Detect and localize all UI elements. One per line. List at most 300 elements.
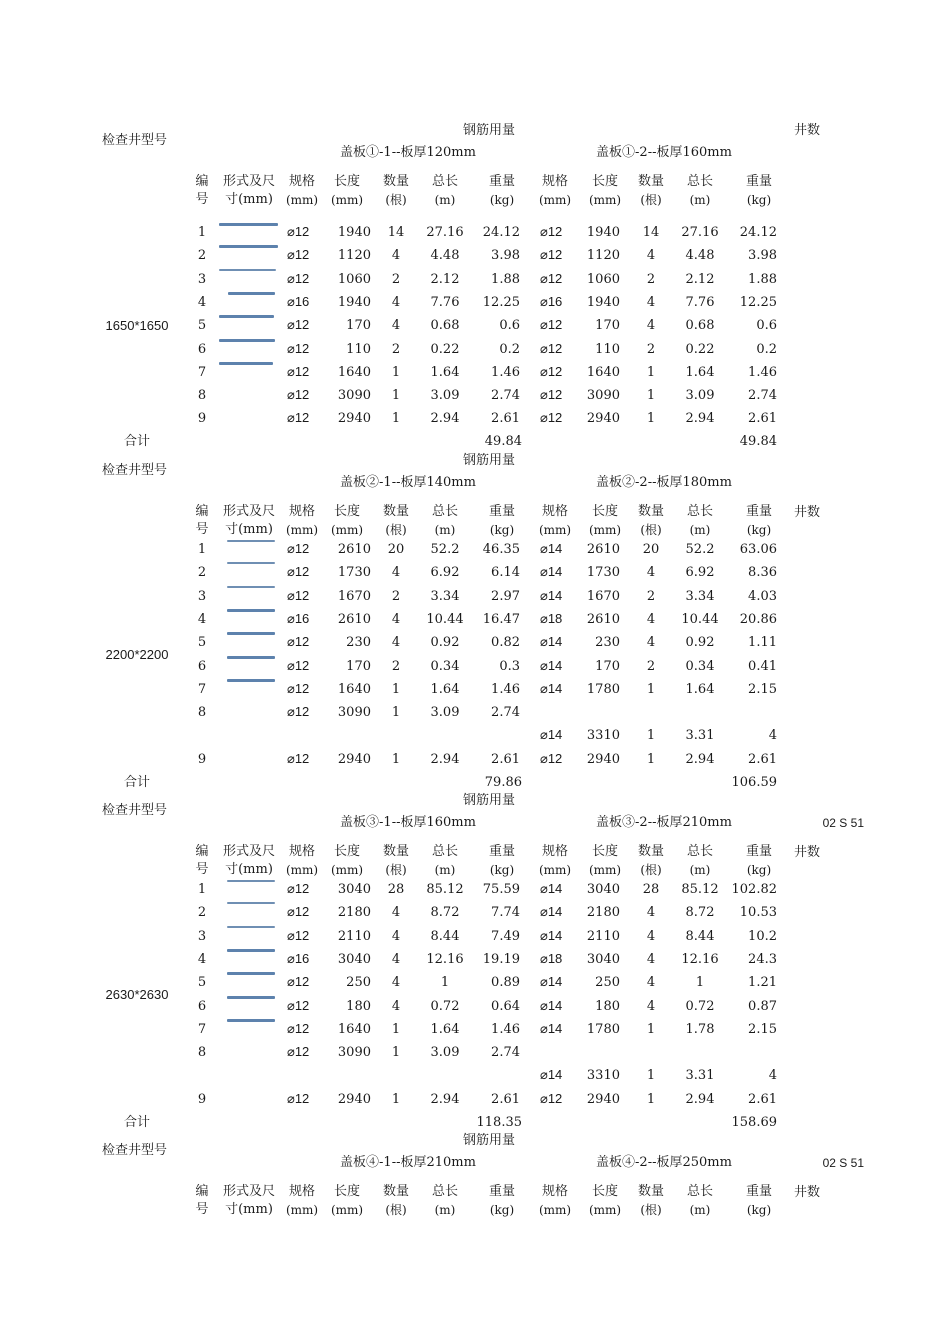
plate-2-title: 盖板③-2--板厚210mm bbox=[596, 815, 732, 830]
spec-2: ⌀14 bbox=[540, 727, 563, 742]
spec-2: ⌀14 bbox=[540, 541, 563, 556]
length-1: 170 bbox=[346, 318, 371, 333]
qty-2: 4 bbox=[646, 248, 656, 263]
length-2: 1120 bbox=[586, 248, 620, 263]
total-length-2: 3.31 bbox=[685, 728, 715, 743]
rebar-shape-line bbox=[227, 609, 275, 612]
spec-1: ⌀12 bbox=[287, 564, 310, 579]
qty-2: 1 bbox=[646, 365, 656, 380]
rebar-shape-line bbox=[227, 1019, 275, 1022]
weight-1: 0.6 bbox=[499, 318, 520, 333]
total-length-1: 2.94 bbox=[430, 1092, 460, 1107]
col-header-tot: 总长 bbox=[431, 504, 459, 519]
rebar-shape-line bbox=[227, 679, 275, 682]
weight-2: 2.15 bbox=[748, 682, 777, 697]
total-label: 合计 bbox=[123, 775, 151, 790]
well-count-label: 井数 bbox=[794, 123, 821, 138]
total-length-1: 8.72 bbox=[430, 905, 460, 920]
qty-2: 4 bbox=[646, 952, 656, 967]
col-header-len: 长度 bbox=[591, 1184, 619, 1199]
col-header-form: 寸(mm) bbox=[225, 192, 273, 207]
col-header-qty: 数量 bbox=[382, 174, 410, 189]
weight-2: 102.82 bbox=[731, 882, 777, 897]
col-header-form: 形式及尺 bbox=[222, 844, 276, 859]
total-length-2: 8.72 bbox=[685, 905, 715, 920]
total-length-1: 52.2 bbox=[430, 542, 460, 557]
total-length-2: 4.48 bbox=[685, 248, 715, 263]
total-length-1: 2.94 bbox=[430, 411, 460, 426]
length-1: 2940 bbox=[337, 1092, 371, 1107]
length-1: 2940 bbox=[337, 411, 371, 426]
weight-1: 2.74 bbox=[491, 388, 520, 403]
length-2: 2110 bbox=[586, 929, 620, 944]
weight-2: 20.86 bbox=[739, 612, 777, 627]
col-header-no: 编 bbox=[195, 174, 209, 189]
col-header-wt: (kg) bbox=[489, 863, 515, 877]
row-no: 9 bbox=[197, 752, 207, 767]
total-weight-2: 106.59 bbox=[731, 775, 777, 790]
row-no: 8 bbox=[197, 705, 207, 720]
plate-2-title: 盖板④-2--板厚250mm bbox=[596, 1155, 732, 1170]
length-1: 2610 bbox=[337, 612, 371, 627]
qty-1: 4 bbox=[391, 952, 401, 967]
length-1: 2180 bbox=[337, 905, 371, 920]
total-length-1: 3.34 bbox=[430, 589, 460, 604]
weight-2: 1.46 bbox=[748, 365, 777, 380]
spec-1: ⌀12 bbox=[287, 341, 310, 356]
rebar-usage-title: 钢筋用量 bbox=[462, 453, 516, 468]
col-header-wt: 重量 bbox=[488, 504, 516, 519]
row-no: 8 bbox=[197, 388, 207, 403]
length-1: 1640 bbox=[337, 1022, 371, 1037]
spec-1: ⌀12 bbox=[287, 1021, 310, 1036]
col-header-len: 长度 bbox=[333, 174, 361, 189]
total-length-2: 1.64 bbox=[685, 682, 715, 697]
col-header-wt: (kg) bbox=[746, 1203, 772, 1217]
total-length-2: 3.31 bbox=[685, 1068, 715, 1083]
rebar-shape-line bbox=[227, 656, 275, 659]
col-header-wt: (kg) bbox=[746, 193, 772, 207]
well-type-label: 检查井型号 bbox=[102, 1143, 168, 1158]
qty-1: 2 bbox=[391, 589, 401, 604]
row-no: 2 bbox=[197, 248, 207, 263]
qty-1: 2 bbox=[391, 659, 401, 674]
weight-1: 0.64 bbox=[491, 999, 520, 1014]
col-header-tot: 总长 bbox=[686, 174, 714, 189]
spec-1: ⌀12 bbox=[287, 998, 310, 1013]
qty-2: 1 bbox=[646, 411, 656, 426]
qty-2: 28 bbox=[642, 882, 660, 897]
length-2: 1640 bbox=[586, 365, 620, 380]
qty-2: 4 bbox=[646, 295, 656, 310]
total-length-2: 2.94 bbox=[685, 752, 715, 767]
qty-1: 20 bbox=[387, 542, 405, 557]
weight-1: 12.25 bbox=[482, 295, 520, 310]
qty-1: 1 bbox=[391, 682, 401, 697]
col-header-spec: 规格 bbox=[541, 174, 569, 189]
well-count-label: 井数 bbox=[794, 845, 821, 860]
qty-2: 4 bbox=[646, 635, 656, 650]
spec-1: ⌀12 bbox=[287, 928, 310, 943]
length-2: 3040 bbox=[586, 952, 620, 967]
col-header-wt: 重量 bbox=[745, 174, 773, 189]
spec-1: ⌀12 bbox=[287, 881, 310, 896]
total-length-2: 27.16 bbox=[681, 225, 719, 240]
rebar-shape-line bbox=[219, 315, 274, 318]
length-2: 3040 bbox=[586, 882, 620, 897]
col-header-spec: (mm) bbox=[538, 863, 572, 877]
length-2: 1060 bbox=[586, 272, 620, 287]
total-length-2: 52.2 bbox=[685, 542, 715, 557]
rebar-shape-line bbox=[227, 562, 275, 564]
qty-1: 4 bbox=[391, 999, 401, 1014]
length-2: 110 bbox=[595, 342, 620, 357]
col-header-len: 长度 bbox=[333, 1184, 361, 1199]
total-length-1: 3.09 bbox=[430, 1045, 460, 1060]
col-header-qty: (根) bbox=[640, 1203, 662, 1217]
total-length-1: 0.22 bbox=[430, 342, 460, 357]
weight-1: 1.46 bbox=[491, 1022, 520, 1037]
rebar-shape-line bbox=[227, 996, 275, 999]
col-header-spec: 规格 bbox=[288, 504, 316, 519]
qty-2: 2 bbox=[646, 342, 656, 357]
row-no: 7 bbox=[197, 365, 207, 380]
total-length-2: 0.22 bbox=[685, 342, 715, 357]
col-header-tot: 总长 bbox=[686, 504, 714, 519]
total-length-2: 8.44 bbox=[685, 929, 715, 944]
total-length-1: 1.64 bbox=[430, 682, 460, 697]
weight-1: 1.46 bbox=[491, 682, 520, 697]
length-1: 1940 bbox=[337, 225, 371, 240]
spec-2: ⌀12 bbox=[540, 317, 563, 332]
spec-2: ⌀14 bbox=[540, 1067, 563, 1082]
weight-1: 1.88 bbox=[491, 272, 520, 287]
col-header-qty: (根) bbox=[385, 1203, 407, 1217]
weight-2: 1.88 bbox=[748, 272, 777, 287]
col-header-no: 号 bbox=[195, 522, 209, 537]
col-header-qty: (根) bbox=[385, 523, 407, 537]
weight-1: 0.89 bbox=[491, 975, 520, 990]
qty-2: 2 bbox=[646, 589, 656, 604]
qty-1: 1 bbox=[391, 411, 401, 426]
col-header-no: 编 bbox=[195, 844, 209, 859]
qty-1: 4 bbox=[391, 929, 401, 944]
total-length-2: 85.12 bbox=[681, 882, 719, 897]
length-2: 2940 bbox=[586, 1092, 620, 1107]
length-1: 3040 bbox=[337, 952, 371, 967]
spec-2: ⌀12 bbox=[540, 1091, 563, 1106]
length-1: 1640 bbox=[337, 682, 371, 697]
rebar-shape-line bbox=[228, 292, 275, 295]
well-model: 2630*2630 bbox=[105, 987, 169, 1002]
spec-2: ⌀14 bbox=[540, 928, 563, 943]
col-header-tot: 总长 bbox=[431, 1184, 459, 1199]
col-header-no: 编 bbox=[195, 504, 209, 519]
qty-2: 4 bbox=[646, 999, 656, 1014]
spec-2: ⌀14 bbox=[540, 881, 563, 896]
qty-1: 28 bbox=[387, 882, 405, 897]
plate-2-title: 盖板①-2--板厚160mm bbox=[596, 145, 732, 160]
total-length-2: 2.94 bbox=[685, 411, 715, 426]
spec-2: ⌀12 bbox=[540, 247, 563, 262]
qty-2: 1 bbox=[646, 1068, 656, 1083]
qty-1: 4 bbox=[391, 612, 401, 627]
col-header-len: (mm) bbox=[588, 863, 622, 877]
rebar-shape-line bbox=[227, 586, 275, 588]
spec-2: ⌀14 bbox=[540, 904, 563, 919]
weight-1: 0.82 bbox=[491, 635, 520, 650]
total-weight-1: 49.84 bbox=[484, 434, 522, 449]
length-2: 2610 bbox=[586, 542, 620, 557]
qty-1: 2 bbox=[391, 342, 401, 357]
col-header-tot: (m) bbox=[434, 193, 456, 207]
length-2: 250 bbox=[595, 975, 620, 990]
total-length-1: 0.72 bbox=[430, 999, 460, 1014]
row-no: 6 bbox=[197, 999, 207, 1014]
weight-2: 24.3 bbox=[748, 952, 777, 967]
weight-2: 2.61 bbox=[748, 752, 777, 767]
qty-1: 4 bbox=[391, 975, 401, 990]
weight-2: 63.06 bbox=[739, 542, 777, 557]
length-2: 3090 bbox=[586, 388, 620, 403]
qty-2: 4 bbox=[646, 318, 656, 333]
spec-2: ⌀16 bbox=[540, 294, 563, 309]
col-header-len: (mm) bbox=[330, 863, 364, 877]
col-header-tot: 总长 bbox=[686, 1184, 714, 1199]
col-header-wt: (kg) bbox=[746, 863, 772, 877]
total-length-2: 0.92 bbox=[685, 635, 715, 650]
col-header-wt: 重量 bbox=[488, 1184, 516, 1199]
row-no: 2 bbox=[197, 905, 207, 920]
qty-2: 1 bbox=[646, 1092, 656, 1107]
col-header-qty: (根) bbox=[640, 523, 662, 537]
total-weight-1: 118.35 bbox=[476, 1115, 522, 1130]
well-model: 1650*1650 bbox=[105, 318, 169, 333]
qty-2: 20 bbox=[642, 542, 660, 557]
row-no: 3 bbox=[197, 589, 207, 604]
col-header-qty: 数量 bbox=[382, 504, 410, 519]
rebar-shape-line bbox=[227, 540, 275, 542]
col-header-len: 长度 bbox=[591, 174, 619, 189]
total-label: 合计 bbox=[123, 1115, 151, 1130]
qty-2: 2 bbox=[646, 272, 656, 287]
row-no: 5 bbox=[197, 635, 207, 650]
spec-2: ⌀12 bbox=[540, 224, 563, 239]
length-2: 3310 bbox=[586, 1068, 620, 1083]
weight-2: 12.25 bbox=[739, 295, 777, 310]
spec-2: ⌀12 bbox=[540, 341, 563, 356]
row-no: 7 bbox=[197, 682, 207, 697]
col-header-tot: 总长 bbox=[431, 844, 459, 859]
rebar-shape-line bbox=[227, 880, 275, 882]
spec-2: ⌀14 bbox=[540, 588, 563, 603]
total-length-1: 0.92 bbox=[430, 635, 460, 650]
rebar-shape-line bbox=[227, 902, 275, 904]
col-header-len: (mm) bbox=[588, 1203, 622, 1217]
col-header-wt: 重量 bbox=[745, 1184, 773, 1199]
weight-1: 24.12 bbox=[482, 225, 520, 240]
total-weight-2: 49.84 bbox=[739, 434, 777, 449]
col-header-len: (mm) bbox=[330, 193, 364, 207]
row-no: 4 bbox=[197, 952, 207, 967]
qty-2: 1 bbox=[646, 682, 656, 697]
spec-2: ⌀14 bbox=[540, 564, 563, 579]
rebar-shape-line bbox=[219, 245, 278, 248]
weight-1: 16.47 bbox=[482, 612, 520, 627]
spec-2: ⌀14 bbox=[540, 658, 563, 673]
col-header-wt: (kg) bbox=[746, 523, 772, 537]
total-length-1: 0.34 bbox=[430, 659, 460, 674]
spec-2: ⌀18 bbox=[540, 611, 563, 626]
length-2: 180 bbox=[595, 999, 620, 1014]
length-1: 170 bbox=[346, 659, 371, 674]
drawing-code: 02 S 51 bbox=[822, 816, 864, 830]
qty-1: 4 bbox=[391, 635, 401, 650]
col-header-tot: 总长 bbox=[686, 844, 714, 859]
total-length-1: 2.94 bbox=[430, 752, 460, 767]
total-length-1: 1 bbox=[440, 975, 450, 990]
col-header-len: 长度 bbox=[333, 504, 361, 519]
col-header-qty: (根) bbox=[385, 863, 407, 877]
spec-2: ⌀14 bbox=[540, 998, 563, 1013]
qty-1: 4 bbox=[391, 905, 401, 920]
plate-1-title: 盖板①-1--板厚120mm bbox=[340, 145, 476, 160]
weight-1: 1.46 bbox=[491, 365, 520, 380]
qty-1: 1 bbox=[391, 388, 401, 403]
col-header-no: 号 bbox=[195, 862, 209, 877]
qty-1: 4 bbox=[391, 565, 401, 580]
spec-1: ⌀12 bbox=[287, 704, 310, 719]
drawing-code: 02 S 51 bbox=[822, 1156, 864, 1170]
col-header-tot: (m) bbox=[689, 523, 711, 537]
weight-2: 24.12 bbox=[739, 225, 777, 240]
length-1: 1060 bbox=[337, 272, 371, 287]
spec-1: ⌀16 bbox=[287, 611, 310, 626]
length-1: 1120 bbox=[337, 248, 371, 263]
col-header-qty: 数量 bbox=[382, 844, 410, 859]
weight-2: 2.61 bbox=[748, 1092, 777, 1107]
length-2: 1940 bbox=[586, 225, 620, 240]
weight-1: 0.2 bbox=[499, 342, 520, 357]
spec-2: ⌀12 bbox=[540, 751, 563, 766]
weight-2: 4 bbox=[768, 728, 777, 743]
rebar-shape-line bbox=[227, 949, 275, 952]
length-1: 2940 bbox=[337, 752, 371, 767]
total-length-2: 0.34 bbox=[685, 659, 715, 674]
qty-2: 14 bbox=[642, 225, 660, 240]
total-length-1: 27.16 bbox=[426, 225, 464, 240]
weight-2: 4.03 bbox=[748, 589, 777, 604]
spec-1: ⌀12 bbox=[287, 634, 310, 649]
qty-2: 1 bbox=[646, 728, 656, 743]
weight-1: 2.61 bbox=[491, 752, 520, 767]
row-no: 1 bbox=[197, 542, 207, 557]
col-header-qty: 数量 bbox=[637, 1184, 665, 1199]
qty-1: 1 bbox=[391, 365, 401, 380]
weight-1: 2.74 bbox=[491, 705, 520, 720]
length-1: 230 bbox=[346, 635, 371, 650]
total-weight-1: 79.86 bbox=[484, 775, 522, 790]
well-type-label: 检查井型号 bbox=[102, 803, 168, 818]
col-header-no: 号 bbox=[195, 1202, 209, 1217]
col-header-spec: (mm) bbox=[538, 523, 572, 537]
spec-1: ⌀12 bbox=[287, 364, 310, 379]
qty-2: 4 bbox=[646, 975, 656, 990]
total-label: 合计 bbox=[123, 434, 151, 449]
spec-2: ⌀12 bbox=[540, 387, 563, 402]
col-header-wt: 重量 bbox=[488, 844, 516, 859]
qty-1: 4 bbox=[391, 295, 401, 310]
col-header-spec: 规格 bbox=[541, 1184, 569, 1199]
rebar-shape-line bbox=[219, 223, 278, 226]
spec-1: ⌀12 bbox=[287, 1044, 310, 1059]
weight-1: 19.19 bbox=[482, 952, 520, 967]
col-header-len: (mm) bbox=[588, 193, 622, 207]
weight-1: 0.3 bbox=[499, 659, 520, 674]
rebar-usage-title: 钢筋用量 bbox=[462, 123, 516, 138]
row-no: 7 bbox=[197, 1022, 207, 1037]
qty-1: 4 bbox=[391, 318, 401, 333]
spec-1: ⌀12 bbox=[287, 588, 310, 603]
spec-1: ⌀12 bbox=[287, 974, 310, 989]
spec-2: ⌀14 bbox=[540, 634, 563, 649]
col-header-spec: 规格 bbox=[541, 844, 569, 859]
spec-1: ⌀16 bbox=[287, 951, 310, 966]
spec-1: ⌀12 bbox=[287, 904, 310, 919]
col-header-tot: (m) bbox=[689, 193, 711, 207]
row-no: 6 bbox=[197, 659, 207, 674]
plate-1-title: 盖板③-1--板厚160mm bbox=[340, 815, 476, 830]
col-header-tot: (m) bbox=[434, 523, 456, 537]
col-header-spec: 规格 bbox=[541, 504, 569, 519]
total-length-1: 4.48 bbox=[430, 248, 460, 263]
total-length-1: 0.68 bbox=[430, 318, 460, 333]
length-1: 3090 bbox=[337, 1045, 371, 1060]
rebar-shape-line bbox=[219, 339, 275, 342]
col-header-spec: (mm) bbox=[285, 1203, 319, 1217]
qty-2: 4 bbox=[646, 905, 656, 920]
qty-1: 1 bbox=[391, 1092, 401, 1107]
spec-1: ⌀16 bbox=[287, 294, 310, 309]
col-header-spec: (mm) bbox=[538, 193, 572, 207]
col-header-form: 寸(mm) bbox=[225, 1202, 273, 1217]
row-no: 3 bbox=[197, 929, 207, 944]
total-length-2: 10.44 bbox=[681, 612, 719, 627]
total-length-1: 3.09 bbox=[430, 705, 460, 720]
col-header-spec: (mm) bbox=[285, 193, 319, 207]
col-header-tot: (m) bbox=[689, 1203, 711, 1217]
total-length-2: 1 bbox=[695, 975, 705, 990]
length-2: 1780 bbox=[586, 1022, 620, 1037]
weight-2: 3.98 bbox=[748, 248, 777, 263]
length-1: 1730 bbox=[337, 565, 371, 580]
qty-2: 4 bbox=[646, 612, 656, 627]
spec-1: ⌀12 bbox=[287, 387, 310, 402]
row-no: 1 bbox=[197, 225, 207, 240]
total-length-2: 1.78 bbox=[685, 1022, 715, 1037]
plate-1-title: 盖板②-1--板厚140mm bbox=[340, 475, 476, 490]
spec-1: ⌀12 bbox=[287, 658, 310, 673]
spec-1: ⌀12 bbox=[287, 751, 310, 766]
weight-2: 8.36 bbox=[748, 565, 777, 580]
weight-2: 0.6 bbox=[756, 318, 777, 333]
qty-2: 1 bbox=[646, 752, 656, 767]
col-header-len: (mm) bbox=[330, 523, 364, 537]
rebar-shape-line bbox=[227, 632, 275, 635]
length-1: 3090 bbox=[337, 705, 371, 720]
spec-1: ⌀12 bbox=[287, 410, 310, 425]
weight-1: 2.97 bbox=[491, 589, 520, 604]
